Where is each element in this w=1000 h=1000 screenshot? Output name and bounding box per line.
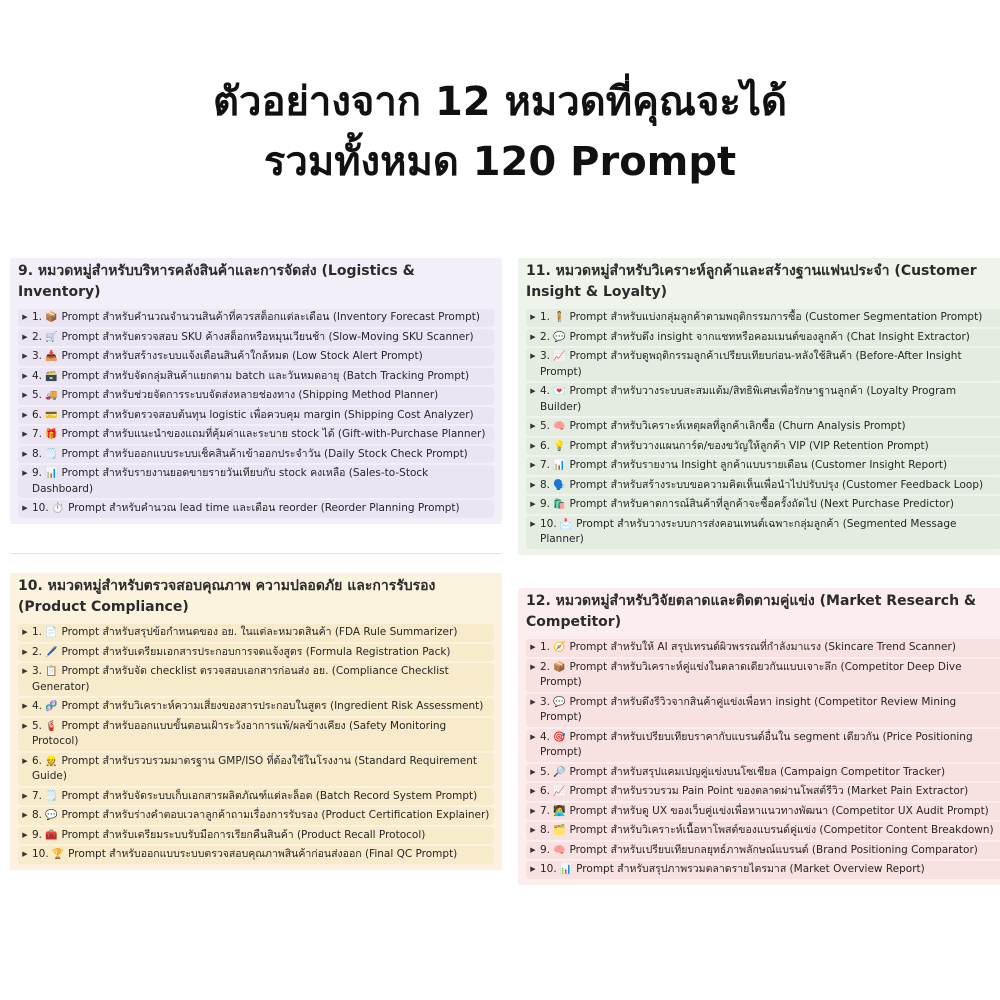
item-emoji-icon: 📋 xyxy=(45,666,58,677)
prompt-item-text xyxy=(32,625,490,641)
item-label: Prompt สำหรับคาดการณ์สินค้าที่ลูกค้าจะซื้อครั้งถัดไป (Next Purchase Predictor) xyxy=(569,498,954,510)
prompt-toggle-item[interactable] xyxy=(18,827,494,845)
headline xyxy=(0,72,1000,192)
prompt-toggle-item[interactable] xyxy=(526,309,1000,327)
item-label: Prompt สำหรับรายงาน Insight ลูกค้าแบบรายเดือน (Customer Insight Report) xyxy=(569,459,948,471)
item-number: 2. xyxy=(32,330,43,343)
item-label: Prompt สำหรับช่วยจัดการระบบจัดส่งหลายช่องทาง (Shipping Method Planner) xyxy=(61,389,439,401)
toggle-triangle-icon[interactable]: ▶ xyxy=(22,332,28,341)
prompt-item-text xyxy=(32,501,490,517)
item-label: Prompt สำหรับดูพฤติกรรมลูกค้าเปรียบเทียบก่อน-หลังใช้สินค้า (Before-After Insight Prompt) xyxy=(540,350,962,378)
item-number: 7. xyxy=(540,459,551,471)
item-emoji-icon: 📊 xyxy=(45,468,58,479)
item-emoji-icon: 💡 xyxy=(553,440,566,452)
item-emoji-icon: 🔎 xyxy=(553,766,566,778)
prompt-toggle-item[interactable] xyxy=(18,426,494,444)
prompt-item-text xyxy=(540,640,998,656)
item-number: 1. xyxy=(32,626,43,638)
prompt-item-text xyxy=(32,808,490,824)
prompt-toggle-item[interactable] xyxy=(18,407,494,425)
item-number: 7. xyxy=(32,789,43,802)
toggle-triangle-icon[interactable]: ▶ xyxy=(22,371,28,380)
prompt-toggle-item[interactable] xyxy=(18,368,494,386)
item-label: Prompt สำหรับร่างคำตอบเวลาลูกค้าถามเรื่องการรับรอง (Product Certification Explainer) xyxy=(61,809,490,821)
prompt-item-text xyxy=(540,384,998,415)
prompt-toggle-item[interactable] xyxy=(18,446,494,464)
prompt-item-text xyxy=(540,439,998,455)
toggle-triangle-icon[interactable]: ▶ xyxy=(22,352,28,360)
item-number: 3. xyxy=(540,350,551,362)
item-number: 6. xyxy=(32,408,43,421)
item-emoji-icon: 📈 xyxy=(553,351,566,362)
item-number: 9. xyxy=(540,843,551,856)
prompt-toggle-item[interactable] xyxy=(18,624,494,642)
prompt-item-text xyxy=(540,419,998,435)
item-number: 9. xyxy=(32,828,43,841)
item-number: 10. xyxy=(32,848,49,860)
prompt-item-text xyxy=(540,517,998,548)
item-label: Prompt สำหรับตรวจสอบต้นทุน logistic เพื่อควบคุม margin (Shipping Cost Analyzer) xyxy=(61,408,474,421)
prompt-toggle-item[interactable] xyxy=(526,329,1000,347)
item-emoji-icon: 💌 xyxy=(553,386,566,397)
headline-line-1: ตัวอย่างจาก 12 หมวดที่คุณจะได้ xyxy=(213,79,787,125)
prompt-item-text xyxy=(32,349,490,365)
prompt-list xyxy=(10,624,502,870)
category-title: 12. หมวดหมู่สำหรับวิจัยตลาดและติดตามคู่แข่ง (Market Research & Competitor) xyxy=(526,593,977,630)
item-label: Prompt สำหรับดู UX ของเว็บคู่แข่งเพื่อหาแนวทางพัฒนา (Competitor UX Audit Prompt) xyxy=(569,804,989,817)
prompt-item-text xyxy=(32,699,490,715)
item-label: Prompt สำหรับเตรียมเอกสารประกอบการจดแจ้งสูตร (Formula Registration Pack) xyxy=(61,645,451,658)
category-title: 11. หมวดหมู่สำหรับวิเคราะห์ลูกค้าและสร้างฐานแฟนประจำ (Customer Insight & Loyalty) xyxy=(526,263,977,300)
item-label: Prompt สำหรับสร้างระบบขอความคิดเห็นเพื่อนำไปปรับปรุง (Customer Feedback Loop) xyxy=(569,478,984,491)
item-emoji-icon: 📊 xyxy=(559,864,573,875)
item-number: 6. xyxy=(540,785,551,797)
prompt-toggle-item[interactable] xyxy=(18,807,494,825)
prompt-item-text xyxy=(540,843,998,859)
prompt-toggle-item[interactable] xyxy=(526,348,1000,381)
item-emoji-icon: 🎁 xyxy=(45,429,58,440)
item-number: 6. xyxy=(32,754,43,767)
prompt-toggle-item[interactable] xyxy=(526,516,1000,549)
prompt-toggle-item[interactable] xyxy=(526,438,1000,456)
item-label: Prompt สำหรับวางระบบสะสมแต้ม/สิทธิพิเศษเพื่อรักษาฐานลูกค้า (Loyalty Program Builder) xyxy=(540,385,957,413)
item-label: Prompt สำหรับวางแผนการ์ด/ของขวัญให้ลูกค้า VIP (VIP Retention Prompt) xyxy=(569,439,929,452)
toggle-triangle-icon[interactable]: ▶ xyxy=(22,469,28,477)
item-emoji-icon: 🧠 xyxy=(553,421,566,432)
item-emoji-icon: 💬 xyxy=(45,810,58,821)
prompt-item-text xyxy=(540,823,998,839)
prompt-toggle-item[interactable] xyxy=(18,663,494,696)
item-label: Prompt สำหรับคำนวณ lead time และเตือน reorder (Reorder Planning Prompt) xyxy=(68,502,460,514)
toggle-triangle-icon[interactable]: ▶ xyxy=(22,667,28,675)
toggle-triangle-icon[interactable]: ▶ xyxy=(22,391,28,399)
prompt-item-text xyxy=(540,310,998,326)
item-emoji-icon: 📥 xyxy=(45,351,58,362)
item-number: 5. xyxy=(32,389,43,401)
prompt-toggle-item[interactable] xyxy=(526,477,1000,495)
toggle-triangle-icon[interactable]: ▶ xyxy=(22,430,28,438)
prompt-toggle-item[interactable] xyxy=(526,842,1000,860)
prompt-toggle-item[interactable] xyxy=(526,496,1000,514)
item-number: 5. xyxy=(540,420,551,432)
toggle-triangle-icon[interactable]: ▶ xyxy=(22,410,28,419)
prompt-item-text xyxy=(540,695,998,726)
prompt-list xyxy=(518,309,1000,555)
item-emoji-icon: 📊 xyxy=(553,460,566,471)
toggle-triangle-icon[interactable]: ▶ xyxy=(530,662,536,671)
item-emoji-icon: 🧭 xyxy=(553,642,566,653)
item-emoji-icon: 🗃️ xyxy=(45,370,58,382)
toggle-triangle-icon[interactable]: ▶ xyxy=(22,830,28,839)
divider xyxy=(10,553,502,554)
item-number: 2. xyxy=(540,660,551,673)
item-number: 1. xyxy=(540,641,551,653)
item-emoji-icon: 🧯 xyxy=(45,720,58,732)
item-emoji-icon: 🖊️ xyxy=(45,646,58,658)
item-label: Prompt สำหรับจัดกลุ่มสินค้าแยกตาม batch และวันหมดอายุ (Batch Tracking Prompt) xyxy=(61,369,470,382)
item-label: Prompt สำหรับแบ่งกลุ่มลูกค้าตามพฤติกรรมการซื้อ (Customer Segmentation Prompt) xyxy=(569,311,983,323)
prompt-item-text xyxy=(32,447,490,463)
prompt-toggle-item[interactable] xyxy=(18,788,494,806)
prompt-item-text xyxy=(32,330,490,346)
category-title: 9. หมวดหมู่สำหรับบริหารคลังสินค้าและการจัดส่ง (Logistics & Inventory) xyxy=(18,263,415,300)
prompt-toggle-item[interactable] xyxy=(18,348,494,366)
prompt-list xyxy=(10,309,502,524)
headline-line-2: รวมทั้งหมด 120 Prompt xyxy=(263,139,737,185)
item-number: 1. xyxy=(540,311,551,323)
toggle-triangle-icon[interactable]: ▶ xyxy=(22,647,28,656)
item-emoji-icon: 🧍 xyxy=(553,312,566,323)
category-title: 10. หมวดหมู่สำหรับตรวจสอบคุณภาพ ความปลอดภัย และการรับรอง (Product Compliance) xyxy=(18,578,436,615)
toggle-triangle-icon[interactable]: ▶ xyxy=(22,721,28,730)
prompt-item-text xyxy=(540,660,998,691)
item-emoji-icon: 🧰 xyxy=(45,829,58,841)
toggle-triangle-icon[interactable]: ▶ xyxy=(530,332,536,341)
item-emoji-icon: 💳 xyxy=(45,409,58,421)
item-number: 10. xyxy=(540,517,557,530)
item-label: Prompt สำหรับวิเคราะห์ความเสี่ยงของสารประกอบในสูตร (Ingredient Risk Assessment) xyxy=(61,700,484,712)
prompt-item-text xyxy=(32,466,490,497)
toggle-triangle-icon[interactable]: ▶ xyxy=(530,865,536,873)
prompt-item-text xyxy=(540,784,998,800)
prompt-toggle-item[interactable] xyxy=(18,718,494,751)
toggle-triangle-icon[interactable]: ▶ xyxy=(530,387,536,395)
item-emoji-icon: 💬 xyxy=(553,696,566,708)
item-label: Prompt สำหรับวิเคราะห์คู่แข่งในตลาดเดียวกันแบบเจาะลึก (Competitor Deep Dive Prompt) xyxy=(540,660,962,688)
prompt-toggle-item[interactable] xyxy=(18,309,494,327)
item-number: 3. xyxy=(32,350,43,362)
toggle-triangle-icon[interactable]: ▶ xyxy=(530,461,536,469)
prompt-item-text xyxy=(32,388,490,404)
toggle-triangle-icon[interactable]: ▶ xyxy=(530,806,536,815)
item-number: 9. xyxy=(540,498,551,510)
item-label: Prompt สำหรับเตรียมระบบรับมือการเรียกคืนสินค้า (Product Recall Protocol) xyxy=(61,828,426,841)
item-emoji-icon: 🧬 xyxy=(45,701,58,712)
item-label: Prompt สำหรับสร้างระบบแจ้งเตือนสินค้าใกล้หมด (Low Stock Alert Prompt) xyxy=(61,350,423,362)
prompt-item-text xyxy=(32,789,490,805)
item-number: 7. xyxy=(32,428,43,440)
category-panel-market-research xyxy=(518,588,1000,885)
prompt-toggle-item[interactable] xyxy=(526,639,1000,657)
prompt-toggle-item[interactable] xyxy=(18,465,494,498)
item-number: 9. xyxy=(32,467,43,479)
category-panel-customer-insight xyxy=(518,258,1000,555)
item-number: 3. xyxy=(540,695,551,708)
prompt-toggle-item[interactable] xyxy=(18,500,494,518)
prompt-item-text xyxy=(32,754,490,785)
prompt-toggle-item[interactable] xyxy=(526,383,1000,416)
prompt-item-text xyxy=(540,804,998,820)
item-emoji-icon: 🎯 xyxy=(553,731,566,743)
item-number: 7. xyxy=(540,804,551,817)
item-emoji-icon: 🗂️ xyxy=(553,825,566,836)
item-number: 4. xyxy=(32,700,43,712)
toggle-triangle-icon[interactable]: ▶ xyxy=(22,702,28,710)
item-number: 2. xyxy=(32,645,43,658)
prompt-list xyxy=(518,639,1000,885)
toggle-triangle-icon[interactable]: ▶ xyxy=(22,756,28,765)
item-number: 8. xyxy=(540,824,551,836)
item-number: 8. xyxy=(32,447,43,460)
item-label: Prompt สำหรับรายงานยอดขายรายวันเทียบกับ stock คงเหลือ (Sales-to-Stock Dashboard) xyxy=(32,467,429,495)
item-number: 10. xyxy=(540,863,557,875)
item-emoji-icon: 🧠 xyxy=(553,844,566,856)
prompt-item-text xyxy=(32,828,490,844)
prompt-toggle-item[interactable] xyxy=(18,329,494,347)
toggle-triangle-icon[interactable]: ▶ xyxy=(530,422,536,430)
prompt-item-text xyxy=(540,478,998,494)
toggle-triangle-icon[interactable]: ▶ xyxy=(530,845,536,854)
toggle-triangle-icon[interactable]: ▶ xyxy=(530,697,536,706)
prompt-item-text xyxy=(540,765,998,781)
item-emoji-icon: 🗒️ xyxy=(45,790,58,802)
prompt-item-text xyxy=(540,349,998,380)
prompt-item-text xyxy=(540,497,998,513)
prompt-item-text xyxy=(32,369,490,385)
prompt-toggle-item[interactable] xyxy=(526,803,1000,821)
toggle-triangle-icon[interactable]: ▶ xyxy=(22,628,28,636)
item-number: 2. xyxy=(540,330,551,343)
item-label: Prompt สำหรับเปรียบเทียบกลยุทธ์ภาพลักษณ์แบรนด์ (Brand Positioning Comparator) xyxy=(569,843,978,856)
toggle-triangle-icon[interactable]: ▶ xyxy=(530,826,536,834)
item-label: Prompt สำหรับดึงรีวิวจากสินค้าคู่แข่งเพื่อหา insight (Competitor Review Mining Prompt) xyxy=(540,695,957,723)
category-panel-compliance xyxy=(10,573,502,870)
prompt-item-text xyxy=(32,719,490,750)
toggle-triangle-icon[interactable]: ▶ xyxy=(530,767,536,776)
toggle-triangle-icon[interactable]: ▶ xyxy=(530,313,536,321)
toggle-triangle-icon[interactable]: ▶ xyxy=(22,850,28,858)
toggle-triangle-icon[interactable]: ▶ xyxy=(22,791,28,800)
item-label: Prompt สำหรับเปรียบเทียบราคากับแบรนด์อื่นใน segment เดียวกัน (Price Positioning Prompt) xyxy=(540,730,973,758)
toggle-triangle-icon[interactable]: ▶ xyxy=(22,811,28,819)
toggle-triangle-icon[interactable]: ▶ xyxy=(530,519,536,528)
toggle-triangle-icon[interactable]: ▶ xyxy=(530,643,536,651)
item-label: Prompt สำหรับวิเคราะห์เนื้อหาโพสต์ของแบรนด์คู่แข่ง (Competitor Content Breakdown) xyxy=(569,824,994,836)
item-label: Prompt สำหรับแนะนำของแถมที่คุ้มค่าและระบาย stock ได้ (Gift-with-Purchase Planner) xyxy=(61,428,486,440)
prompt-toggle-item[interactable] xyxy=(18,698,494,716)
prompt-item-text xyxy=(32,408,490,424)
item-number: 4. xyxy=(32,369,43,382)
item-emoji-icon: 📦 xyxy=(45,312,58,323)
item-emoji-icon: 👩‍💻 xyxy=(553,805,566,817)
prompt-toggle-item[interactable] xyxy=(526,659,1000,692)
item-number: 8. xyxy=(540,478,551,491)
toggle-triangle-icon[interactable]: ▶ xyxy=(530,732,536,741)
prompt-toggle-item[interactable] xyxy=(526,729,1000,762)
item-emoji-icon: 🛍️ xyxy=(553,499,566,510)
item-emoji-icon: 🏆 xyxy=(51,849,65,860)
item-label: Prompt สำหรับจัด checklist ตรวจสอบเอกสารก่อนส่ง อย. (Compliance Checklist Generator) xyxy=(32,665,449,693)
prompt-item-text xyxy=(32,310,490,326)
prompt-item-text xyxy=(32,664,490,695)
item-emoji-icon: 🛒 xyxy=(45,331,58,343)
item-label: Prompt สำหรับดึง insight จากแชทหรือคอมเมนต์ของลูกค้า (Chat Insight Extractor) xyxy=(569,330,970,343)
item-label: Prompt สำหรับจัดระบบเก็บเอกสารผลิตภัณฑ์แต่ละล็อต (Batch Record System Prompt) xyxy=(61,789,478,802)
item-label: Prompt สำหรับรวบรวมมาตรฐาน GMP/ISO ที่ต้องใช้ในโรงงาน (Standard Requirement Guide) xyxy=(32,754,477,782)
toggle-triangle-icon[interactable]: ▶ xyxy=(530,441,536,450)
item-label: Prompt สำหรับออกแบบระบบตรวจสอบคุณภาพสินค้าก่อนส่งออก (Final QC Prompt) xyxy=(68,848,458,860)
item-label: Prompt สำหรับสรุปภาพรวมตลาดรายไตรมาส (Market Overview Report) xyxy=(576,863,925,875)
item-label: Prompt สำหรับคำนวณจำนวนสินค้าที่ควรสต็อกแต่ละเดือน (Inventory Forecast Prompt) xyxy=(61,311,480,323)
prompt-toggle-item[interactable] xyxy=(526,457,1000,475)
prompt-item-text xyxy=(32,645,490,661)
prompt-toggle-item[interactable] xyxy=(526,861,1000,879)
prompt-item-text xyxy=(32,847,490,863)
toggle-triangle-icon[interactable]: ▶ xyxy=(530,787,536,795)
item-label: Prompt สำหรับตรวจสอบ SKU ค้างสต็อกหรือหมุนเวียนช้า (Slow-Moving SKU Scanner) xyxy=(61,330,474,343)
item-label: Prompt สำหรับวางระบบการส่งคอนเทนต์เฉพาะกลุ่มลูกค้า (Segmented Message Planner) xyxy=(540,517,957,545)
item-emoji-icon: 💬 xyxy=(553,331,566,343)
prompt-toggle-item[interactable] xyxy=(526,822,1000,840)
prompt-toggle-item[interactable] xyxy=(18,644,494,662)
item-number: 6. xyxy=(540,439,551,452)
toggle-triangle-icon[interactable]: ▶ xyxy=(22,313,28,321)
toggle-triangle-icon[interactable]: ▶ xyxy=(22,504,28,512)
toggle-triangle-icon[interactable]: ▶ xyxy=(22,449,28,458)
prompt-item-text xyxy=(540,330,998,346)
prompt-toggle-item[interactable] xyxy=(18,846,494,864)
item-emoji-icon: 📈 xyxy=(553,786,566,797)
item-emoji-icon: 📩 xyxy=(559,518,573,530)
prompt-item-text xyxy=(32,427,490,443)
item-number: 3. xyxy=(32,665,43,677)
item-emoji-icon: 📄 xyxy=(45,627,58,638)
item-label: Prompt สำหรับวิเคราะห์เหตุผลที่ลูกค้าเลิกซื้อ (Churn Analysis Prompt) xyxy=(569,420,906,432)
category-panel-logistics xyxy=(10,258,502,524)
item-number: 5. xyxy=(32,719,43,732)
prompt-item-text xyxy=(540,862,998,878)
prompt-toggle-item[interactable] xyxy=(526,783,1000,801)
item-number: 10. xyxy=(32,502,49,514)
prompt-toggle-item[interactable] xyxy=(18,387,494,405)
item-label: Prompt สำหรับรวบรวม Pain Point ของตลาดผ่านโพสต์รีวิว (Market Pain Extractor) xyxy=(569,785,969,797)
toggle-triangle-icon[interactable]: ▶ xyxy=(530,352,536,360)
item-number: 4. xyxy=(540,730,551,743)
prompt-item-text xyxy=(540,730,998,761)
item-number: 5. xyxy=(540,765,551,778)
prompt-item-text xyxy=(540,458,998,474)
prompt-toggle-item[interactable] xyxy=(18,753,494,786)
prompt-toggle-item[interactable] xyxy=(526,418,1000,436)
item-emoji-icon: 🗣️ xyxy=(553,479,566,491)
prompt-toggle-item[interactable] xyxy=(526,694,1000,727)
item-emoji-icon: ⏱️ xyxy=(51,503,65,514)
item-emoji-icon: 📦 xyxy=(553,661,566,673)
item-label: Prompt สำหรับสรุปข้อกำหนดของ อย. ในแต่ละหมวดสินค้า (FDA Rule Summarizer) xyxy=(61,626,458,638)
item-label: Prompt สำหรับออกแบบระบบเช็คสินค้าเข้าออกประจำวัน (Daily Stock Check Prompt) xyxy=(61,447,468,460)
toggle-triangle-icon[interactable]: ▶ xyxy=(530,500,536,508)
item-number: 8. xyxy=(32,809,43,821)
item-number: 1. xyxy=(32,311,43,323)
item-label: Prompt สำหรับให้ AI สรุปเทรนด์ผิวพรรณที่กำลังมาแรง (Skincare Trend Scanner) xyxy=(569,641,956,653)
item-emoji-icon: 🚚 xyxy=(45,390,58,401)
item-label: Prompt สำหรับออกแบบขั้นตอนเฝ้าระวังอาการแพ้/ผลข้างเคียง (Safety Monitoring Protocol) xyxy=(32,719,447,747)
toggle-triangle-icon[interactable]: ▶ xyxy=(530,480,536,489)
item-emoji-icon: 🗒️ xyxy=(45,448,58,460)
item-number: 4. xyxy=(540,385,551,397)
prompt-toggle-item[interactable] xyxy=(526,764,1000,782)
item-label: Prompt สำหรับสรุปแคมเปญคู่แข่งบนโซเชียล (Campaign Competitor Tracker) xyxy=(569,765,946,778)
item-emoji-icon: 👷 xyxy=(45,755,58,767)
